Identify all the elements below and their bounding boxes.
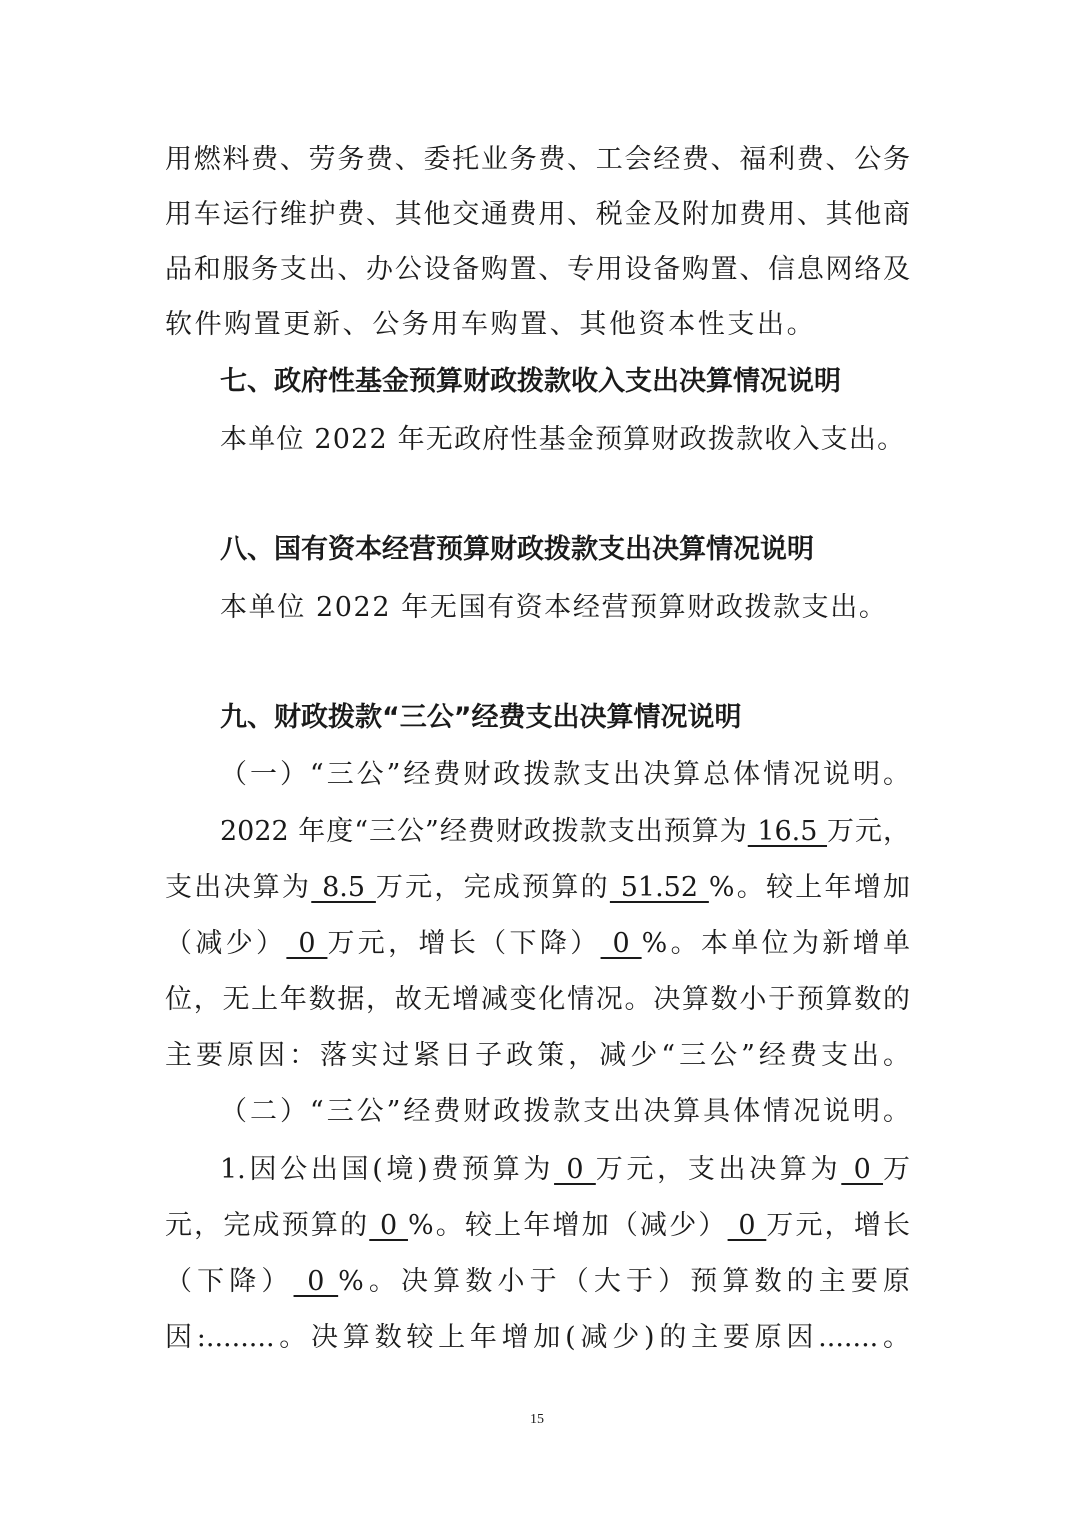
section-body-7: 本单位 2022 年无政府性基金预算财政拨款收入支出。: [220, 424, 906, 455]
overall-line-4: 位，无上年数据，故无增减变化情况。决算数小于预算数的: [165, 984, 910, 1015]
budget-value: 16.5: [747, 816, 828, 847]
item1-rate-value: 0: [369, 1210, 408, 1241]
item1-change-percent-value: 0: [293, 1266, 339, 1297]
subheading-overall: （一）“三公”经费财政拨款支出决算总体情况说明。: [220, 759, 910, 790]
paragraph-line: 用车运行维护费、其他交通费用、税金及附加费用、其他商: [165, 199, 910, 230]
actual-value: 8.5: [311, 872, 376, 903]
item1-line-2: 元，完成预算的 0 %。较上年增加（减少） 0 万元，增长: [165, 1210, 911, 1241]
section-heading-9: 九、财政拨款“三公”经费支出决算情况说明: [220, 702, 742, 733]
item1-line-4: 因:........。决算数较上年增加(减少)的主要原因.......。: [165, 1322, 910, 1353]
overall-line-5: 主要原因：落实过紧日子政策，减少“三公”经费支出。: [165, 1040, 910, 1071]
overall-line-2: 支出决算为 8.5 万元，完成预算的 51.52 %。较上年增加: [165, 872, 911, 903]
item1-budget-value: 0: [554, 1154, 596, 1185]
section-heading-8: 八、国有资本经营预算财政拨款支出决算情况说明: [220, 534, 814, 565]
change-amount-value: 0: [286, 928, 328, 959]
section-body-8: 本单位 2022 年无国有资本经营预算财政拨款支出。: [220, 592, 888, 623]
item1-line-3: （下降） 0 %。决算数小于（大于）预算数的主要原: [165, 1266, 911, 1297]
item1-change-amount-value: 0: [727, 1210, 767, 1241]
paragraph-line: 品和服务支出、办公设备购置、专用设备购置、信息网络及: [165, 254, 910, 285]
paragraph-line: 软件购置更新、公务用车购置、其他资本性支出。: [165, 309, 817, 340]
paragraph-line: 用燃料费、劳务费、委托业务费、工会经费、福利费、公务: [165, 144, 910, 175]
change-percent-value: 0: [600, 928, 642, 959]
overall-line-1: 2022 年度“三公”经费财政拨款支出预算为 16.5 万元，: [220, 816, 910, 847]
rate-value: 51.52: [609, 872, 709, 903]
subheading-detail: （二）“三公”经费财政拨款支出决算具体情况说明。: [220, 1096, 910, 1127]
page-number: 15: [530, 1412, 544, 1427]
section-heading-7: 七、政府性基金预算财政拨款收入支出决算情况说明: [220, 366, 841, 397]
item1-actual-value: 0: [841, 1154, 884, 1185]
item1-line-1: 1.因公出国(境)费预算为 0 万元，支出决算为 0 万: [220, 1154, 911, 1185]
overall-line-3: （减少） 0 万元，增长（下降） 0 %。本单位为新增单: [165, 928, 911, 959]
